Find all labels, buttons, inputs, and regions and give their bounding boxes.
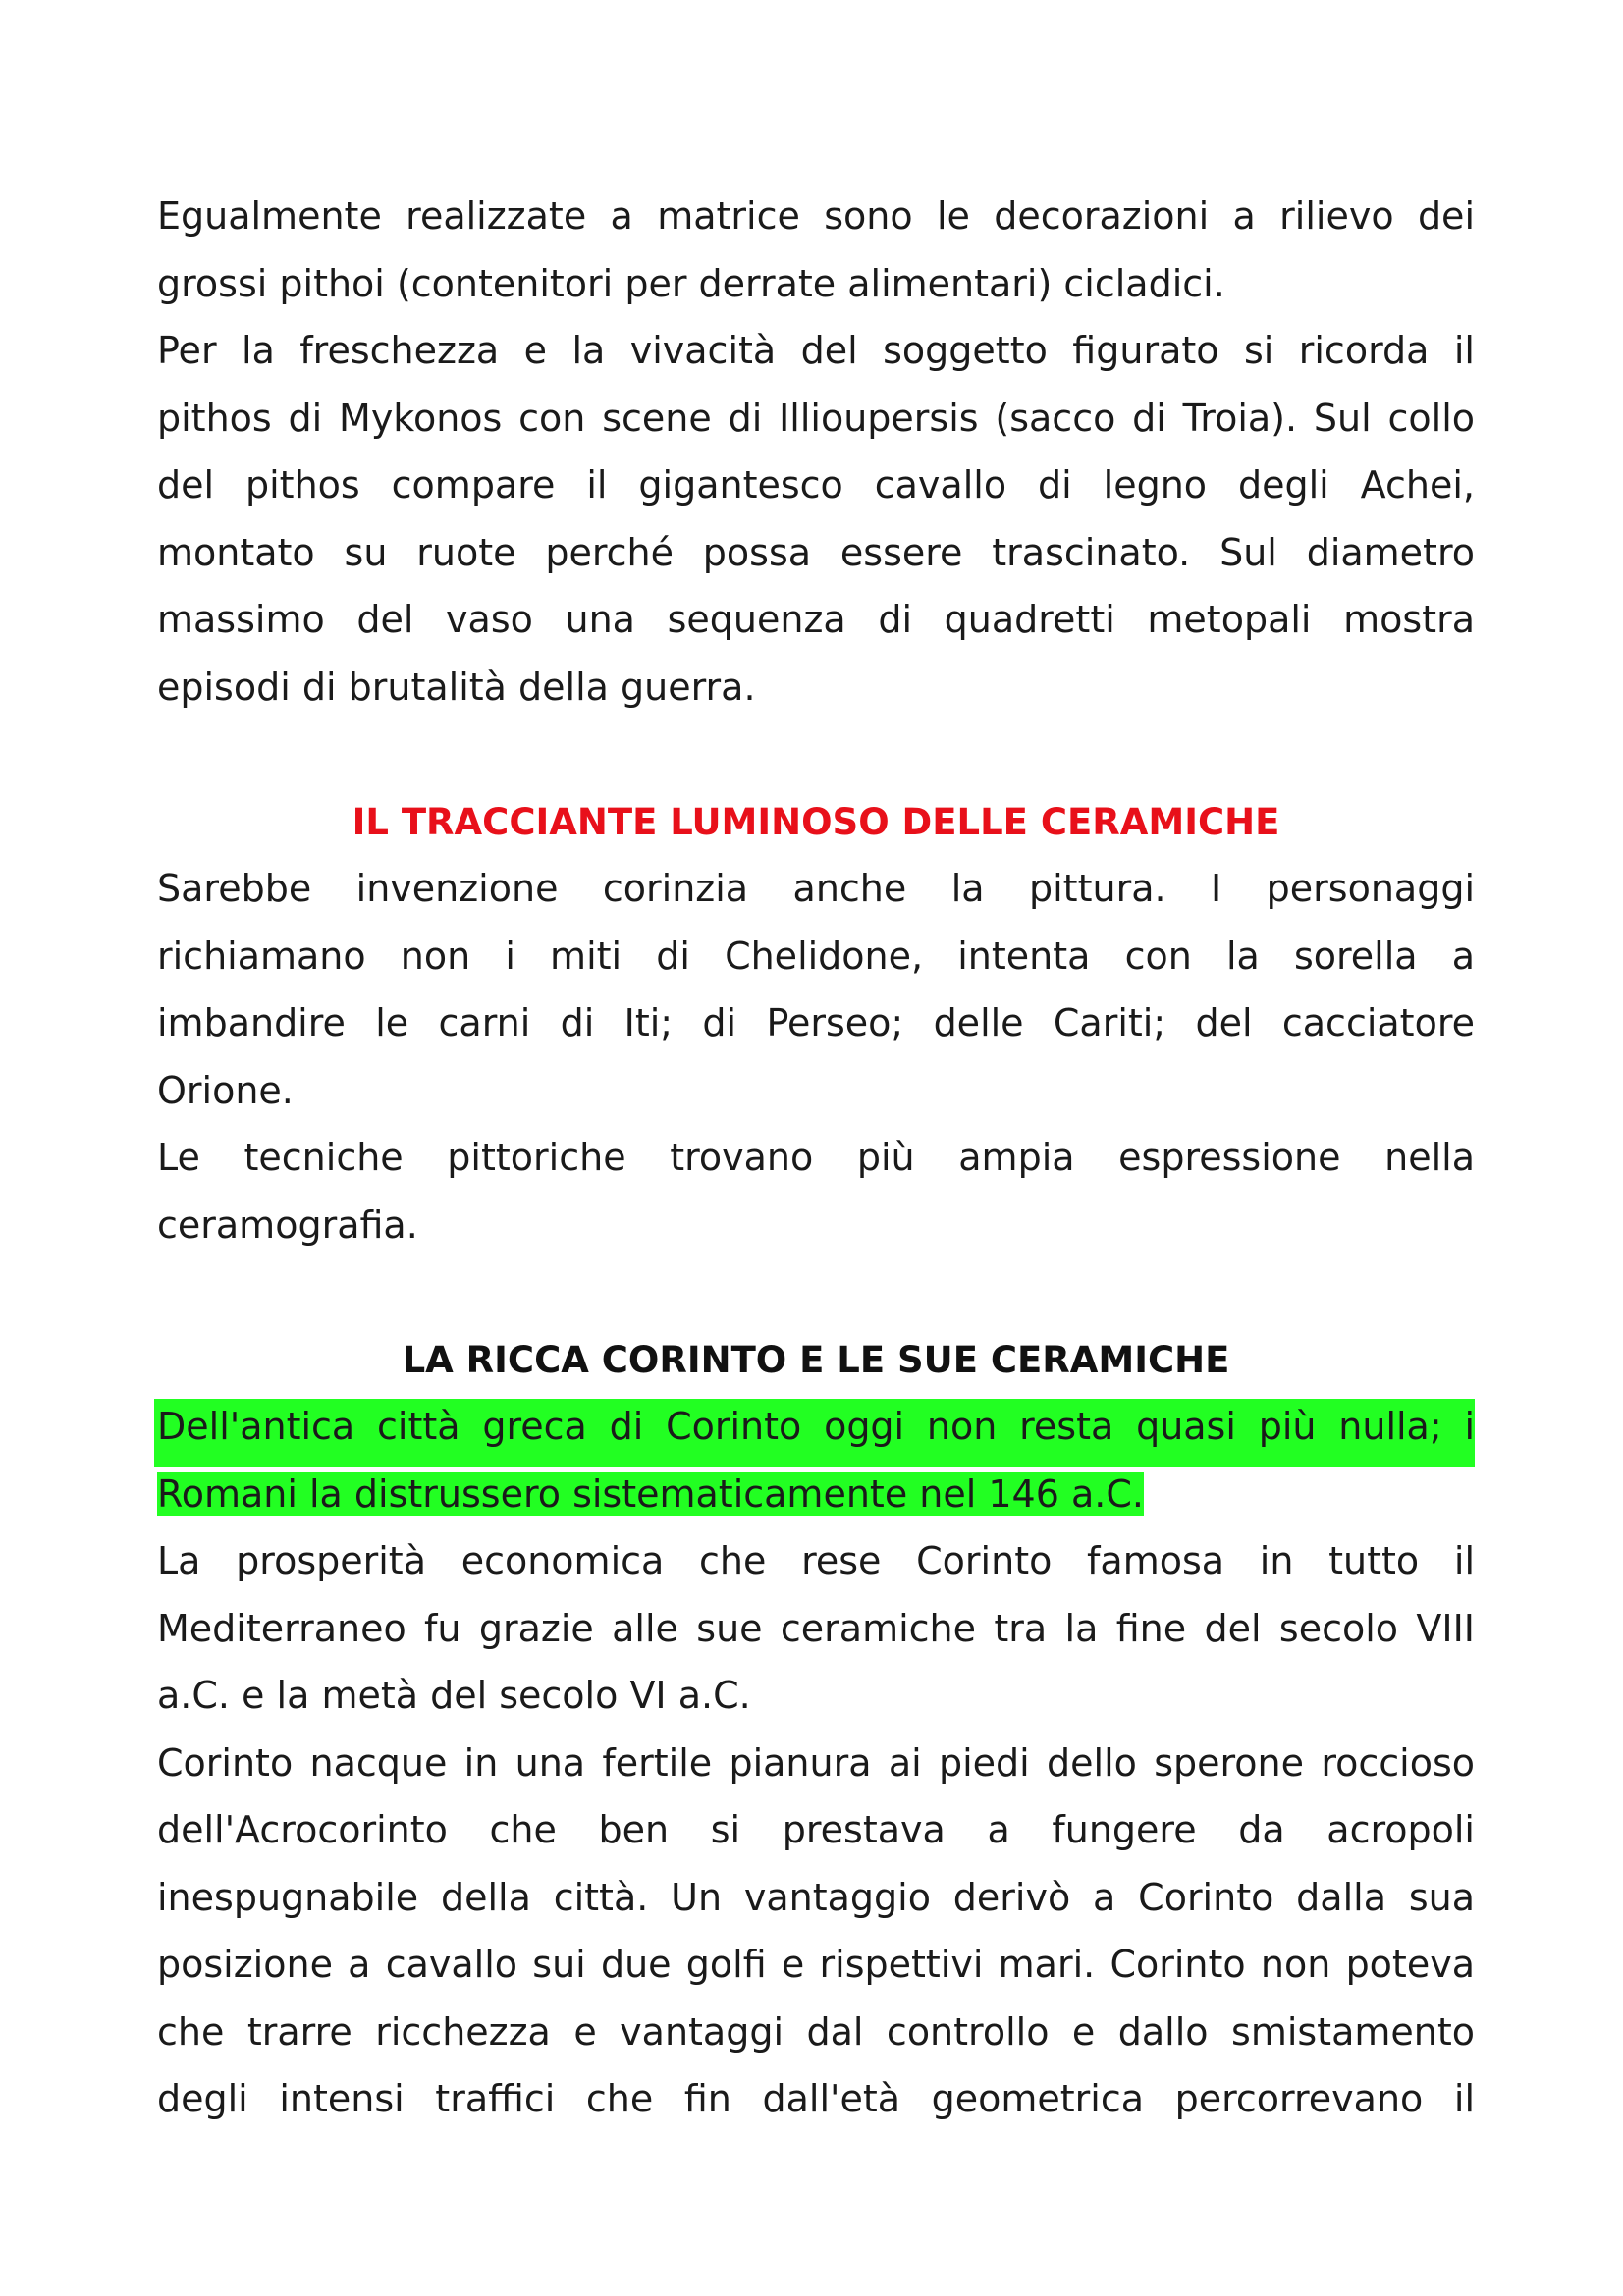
text-line: Egualmente realizzate a matrice sono le decorazioni a rilievo dei — [157, 194, 1475, 238]
highlighted-text-line: Romani la distrussero sistematicamente nel 146 a.C. — [157, 1471, 1144, 1516]
text-line: a.C. e la metà del secolo VI a.C. — [157, 1674, 751, 1717]
blank-line — [157, 1264, 1475, 1332]
text-line-wrapper — [157, 1467, 1475, 1534]
text-line: massimo del vaso una sequenza di quadretti metopali mostra — [157, 598, 1475, 641]
text-line: Orione. — [157, 1068, 294, 1112]
text-line: Sarebbe invenzione corinzia anche la pittura. I personaggi — [157, 867, 1475, 910]
text-line: La prosperità economica che rese Corinto famosa in tutto il — [157, 1539, 1475, 1582]
text-line: dell'Acrocorinto che ben si prestava a fungere da acropoli — [157, 1808, 1475, 1851]
text-line: richiamano non i miti di Chelidone, intenta con la sorella a — [157, 934, 1475, 978]
paragraph-corinto-nacque — [157, 1735, 1475, 2139]
text-line: montato su ruote perché possa essere trascinato. Sul diametro — [157, 530, 1475, 574]
text-line: episodi di brutalità della guerra. — [157, 665, 756, 709]
section-heading: LA RICCA CORINTO E LE SUE CERAMICHE — [402, 1338, 1230, 1381]
section-heading: IL TRACCIANTE LUMINOSO DELLE CERAMICHE — [352, 800, 1280, 843]
text-line: degli intensi traffici che fin dall'età geometrica percorrevano il — [157, 2077, 1475, 2120]
highlighted-paragraph — [157, 1399, 1475, 1533]
paragraph-prosperita — [157, 1533, 1475, 1735]
text-line: posizione a cavallo sui due golfi e rispettivi mari. Corinto non poteva — [157, 1943, 1475, 1986]
text-line: Per la freschezza e la vivacità del soggetto figurato si ricorda il — [157, 329, 1475, 372]
text-line: Le tecniche pittoriche trovano più ampia espressione nella — [157, 1136, 1475, 1179]
blank-line — [157, 726, 1475, 794]
section-tracciante-luminoso — [157, 794, 1475, 1265]
text-line: grossi pithoi (contenitori per derrate alimentari) cicladici. — [157, 261, 1225, 305]
text-line: del pithos compare il gigantesco cavallo di legno degli Achei, — [157, 463, 1475, 507]
text-line: inespugnabile della città. Un vantaggio derivò a Corinto dalla sua — [157, 1875, 1475, 1919]
text-line: che trarre ricchezza e vantaggi dal controllo e dallo smistamento — [157, 2009, 1475, 2054]
text-line: Mediterraneo fu grazie alle sue ceramiche tra la fine del secolo VIII — [157, 1606, 1475, 1650]
text-line: Corinto nacque in una fertile pianura ai piedi dello sperone roccioso — [157, 1740, 1475, 1785]
paragraph-pithoi-decorations — [157, 188, 1475, 323]
paragraph-invenzione-pittura — [157, 861, 1475, 1130]
text-line: imbandire le carni di Iti; di Perseo; delle Cariti; del cacciatore — [157, 1001, 1475, 1044]
highlighted-text-line: Dell'antica città greca di Corinto oggi non resta quasi più nulla; i — [154, 1399, 1475, 1467]
text-line: ceramografia. — [157, 1202, 418, 1247]
document-page — [157, 188, 1475, 2139]
section-ricca-corinto — [157, 1332, 1475, 2139]
text-line: pithos di Mykonos con scene di Illioupersis (sacco di Troia). Sul collo — [157, 396, 1475, 440]
paragraph-tecniche-pittoriche — [157, 1130, 1475, 1264]
paragraph-pithos-mykonos — [157, 323, 1475, 726]
